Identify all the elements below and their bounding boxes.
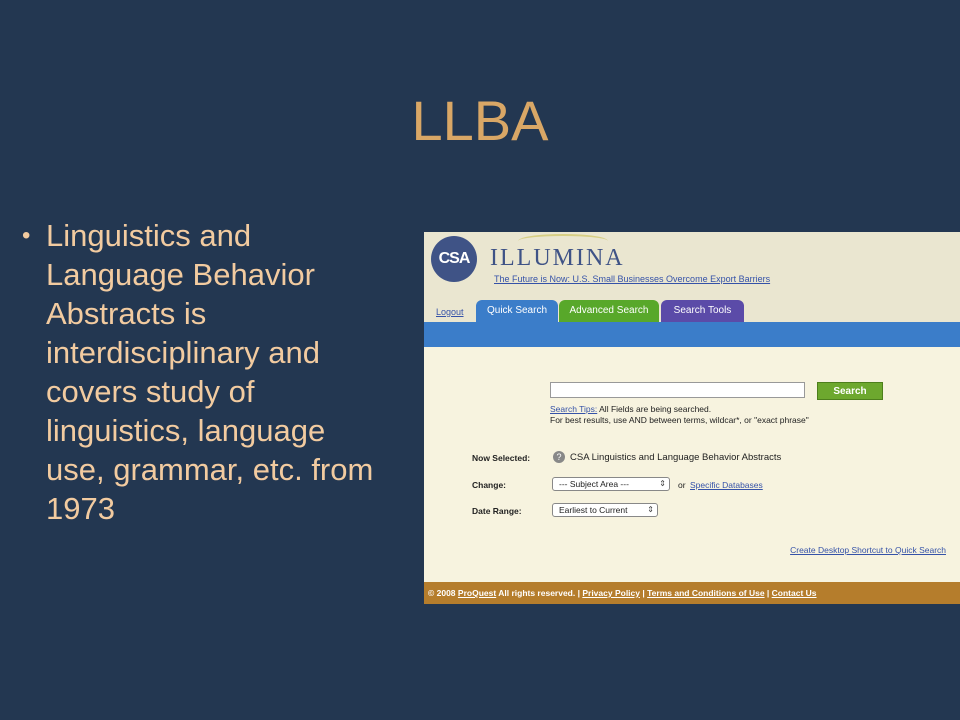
now-selected-label: Now Selected:	[472, 453, 531, 463]
search-input[interactable]	[550, 382, 805, 398]
search-button[interactable]: Search	[817, 382, 883, 400]
bullet-point	[22, 216, 392, 528]
change-label: Change:	[472, 480, 506, 490]
or-text: or	[678, 480, 686, 490]
privacy-policy-link[interactable]: Privacy Policy	[582, 588, 640, 598]
help-icon[interactable]: ?	[553, 451, 565, 463]
illumina-screenshot	[424, 232, 960, 604]
rights-text: All rights reserved. |	[496, 588, 583, 598]
logout-link[interactable]: Logout	[436, 307, 464, 317]
tab-quick-search[interactable]: Quick Search	[476, 300, 558, 322]
search-tips-link[interactable]: Search Tips:	[550, 404, 598, 414]
footer-separator: |	[640, 588, 648, 598]
contact-us-link[interactable]: Contact Us	[771, 588, 817, 598]
slide-title: LLBA	[411, 89, 549, 152]
site-header	[424, 232, 960, 322]
csa-logo[interactable]: CSA	[431, 236, 477, 282]
footer-separator: |	[764, 588, 772, 598]
proquest-link[interactable]: ProQuest	[457, 588, 497, 598]
search-tips	[550, 404, 711, 414]
tab-search-tools[interactable]: Search Tools	[661, 300, 744, 322]
subject-area-select[interactable]	[552, 477, 670, 491]
date-range-label: Date Range:	[472, 506, 522, 516]
select-arrow-icon: ⇕	[647, 505, 654, 514]
terms-link[interactable]: Terms and Conditions of Use	[647, 588, 765, 598]
tab-advanced-search[interactable]: Advanced Search	[559, 300, 659, 322]
bullet-marker: •	[22, 222, 31, 249]
brand-name: ILLUMINA	[490, 245, 625, 271]
search-tips-hint: For best results, use AND between terms, wildcar*, or "exact phrase"	[550, 415, 809, 425]
subject-area-value: --- Subject Area ---	[559, 479, 629, 489]
search-tips-text: All Fields are being searched.	[597, 404, 712, 414]
date-range-value: Earliest to Current	[559, 505, 628, 515]
copyright-text: © 2008	[428, 588, 456, 598]
desktop-shortcut-link[interactable]: Create Desktop Shortcut to Quick Search	[790, 545, 946, 555]
select-arrow-icon: ⇕	[659, 479, 666, 488]
tab-content-bar	[424, 322, 960, 347]
date-range-select[interactable]	[552, 503, 658, 517]
tagline-link[interactable]: The Future is Now: U.S. Small Businesses Overcome Export Barriers	[494, 274, 771, 284]
site-footer	[424, 582, 960, 604]
bullet-text: Linguistics and Language Behavior Abstracts is interdisciplinary and covers study of linguistics, language use, grammar, etc. from 1973	[46, 218, 374, 526]
specific-databases-link[interactable]: Specific Databases	[690, 480, 763, 490]
selected-database: CSA Linguistics and Language Behavior Abstracts	[570, 452, 782, 463]
